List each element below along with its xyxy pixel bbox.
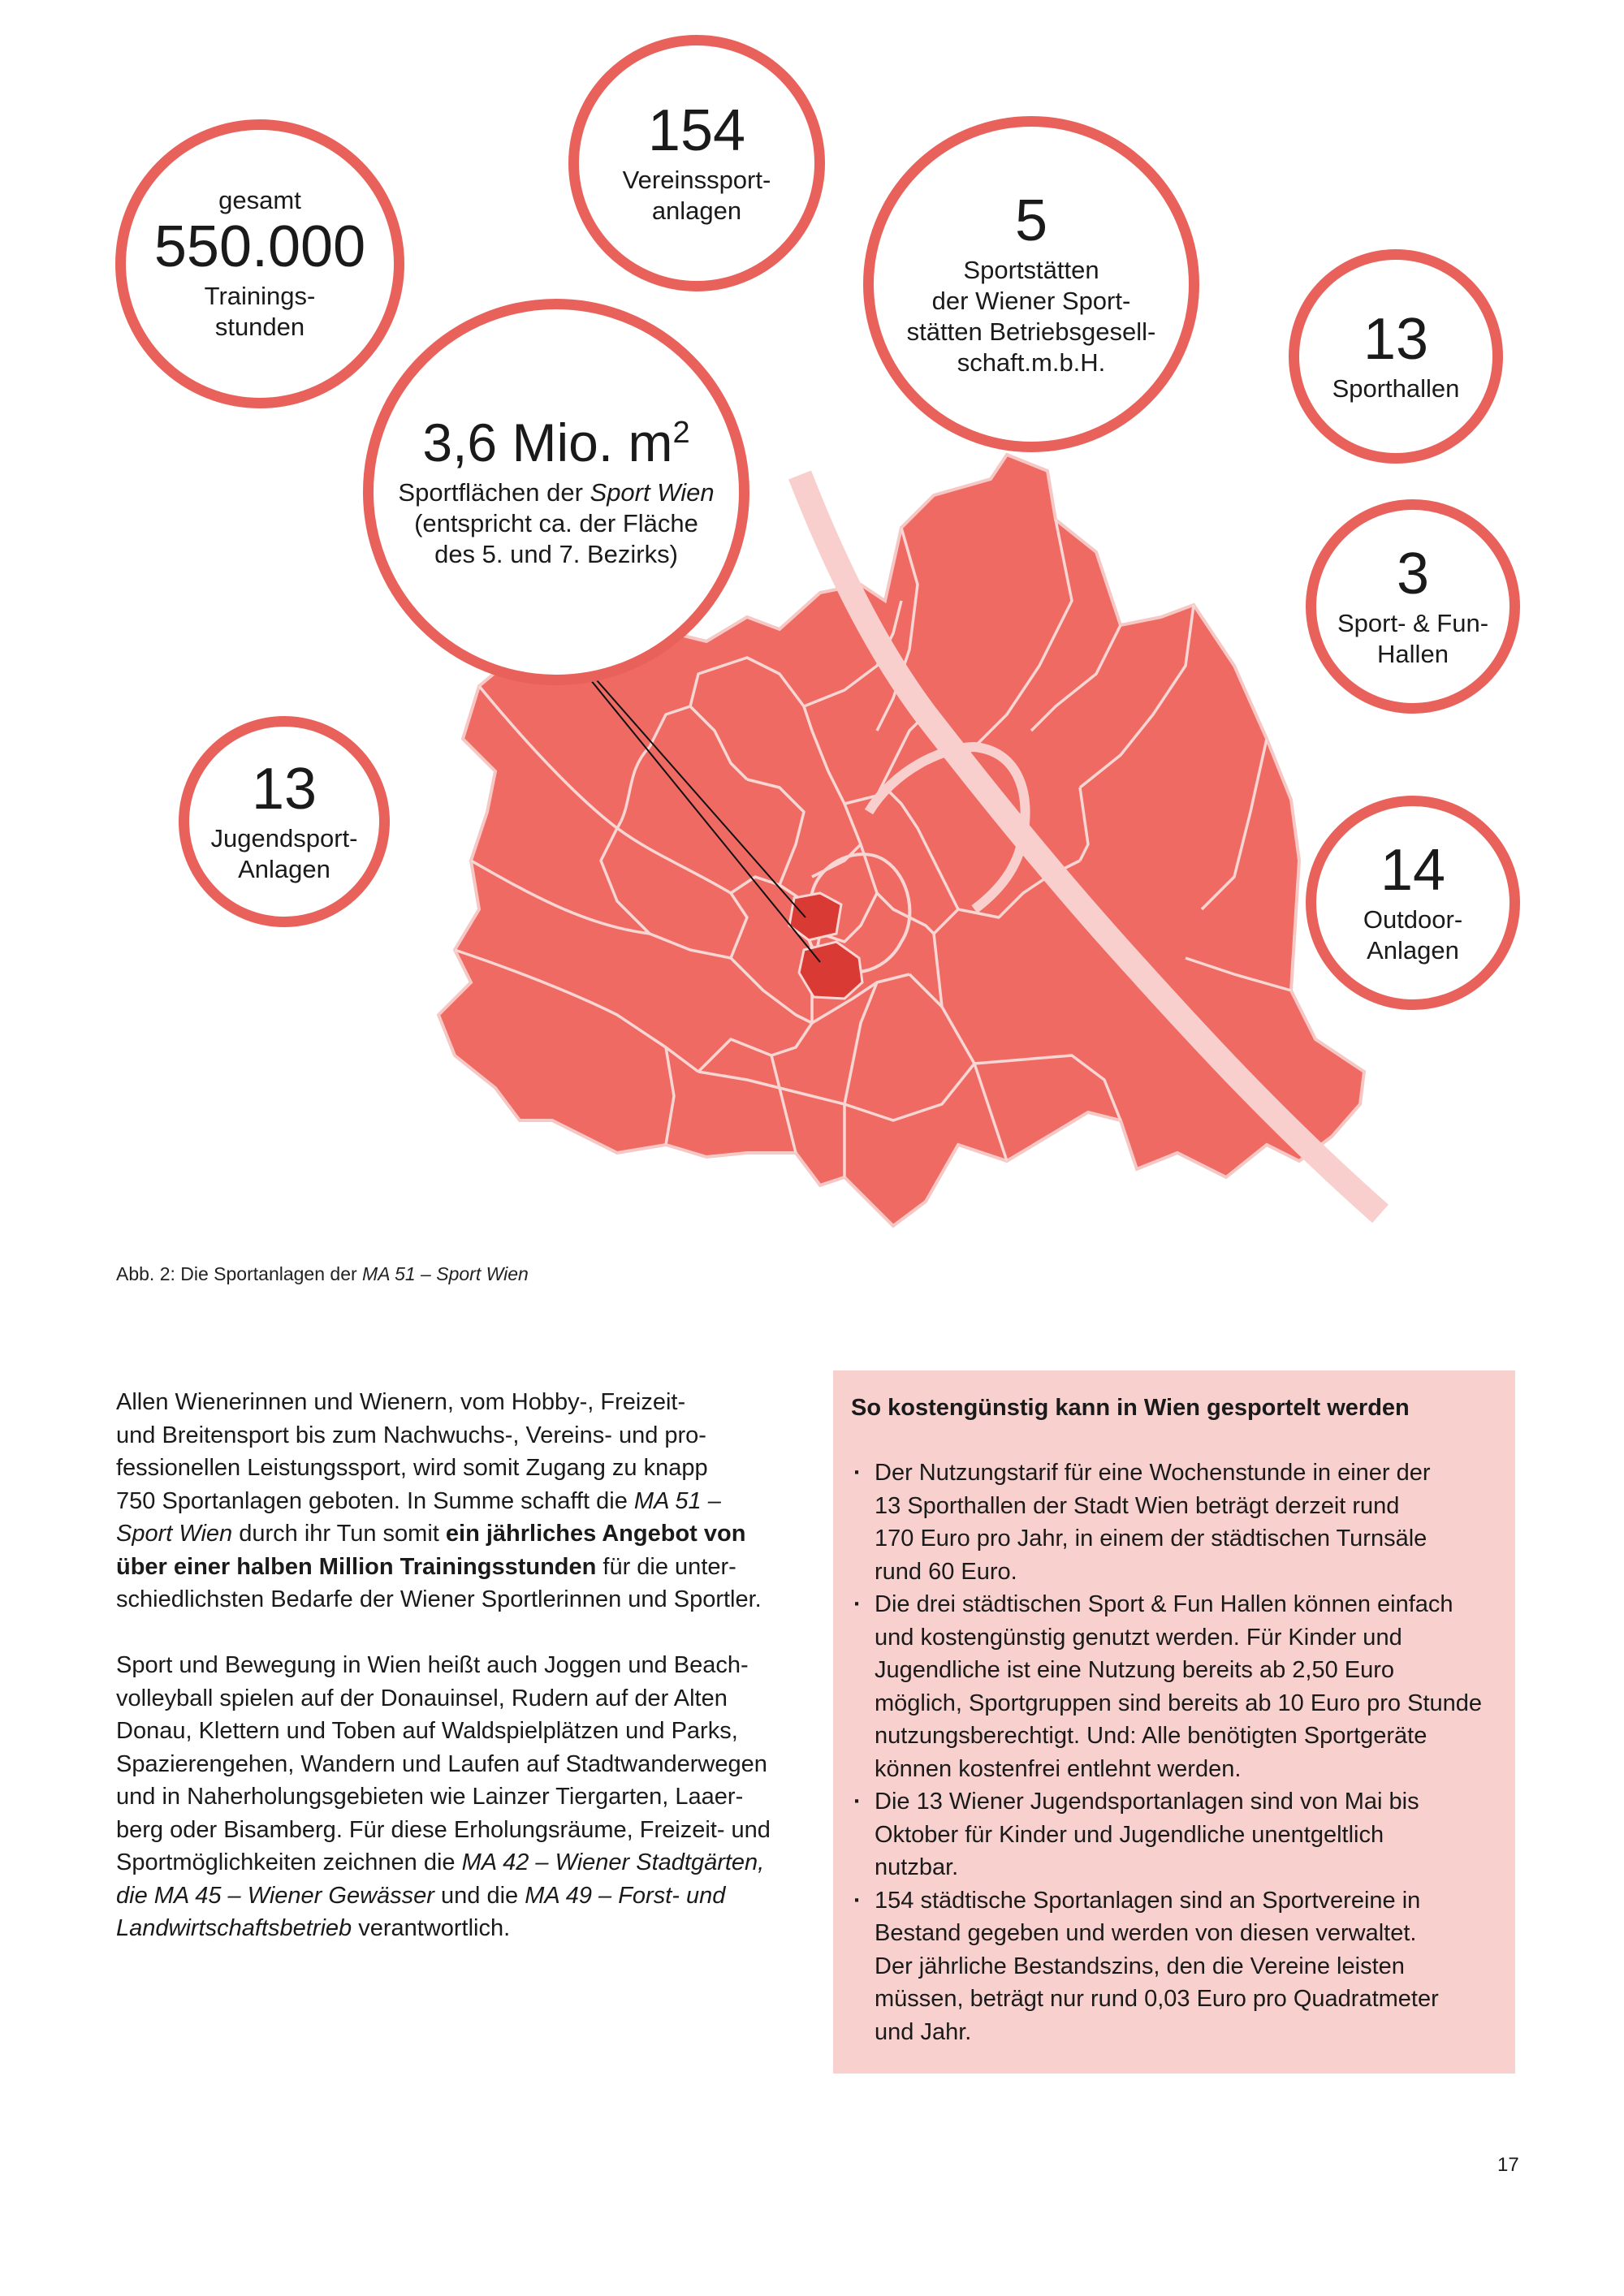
stat-outdoor-value: 14 [1380, 838, 1446, 904]
stat-outdoor [1306, 796, 1520, 1010]
stat-jugendsport [179, 716, 390, 927]
stat-training-label: Trainings- stunden [204, 282, 316, 341]
stat-sportflaechen-label: Sportflächen der Sport Wien (entspricht ca. der Fläche des 5. und 7. Bezirks) [398, 478, 715, 568]
body-text [116, 1386, 806, 1945]
page-number: 17 [1497, 2154, 1519, 2176]
list-item: · 154 städtische Sportanlagen sind an Sportvereine in Bestand gegeben und werden von diesen verwaltet. Der jährliche Bestandszins, den die Vereine leisten müssen, beträgt nur rund 0,03 Euro pro Quadratmeter und Jahr. [851, 1884, 1491, 2049]
stat-vereinssport [568, 35, 825, 291]
stat-funhallen-value: 3 [1396, 542, 1430, 607]
figure-caption: Abb. 2: Die Sportanlagen der MA 51 – Sport Wien [116, 1263, 529, 1284]
stat-training-value: 550.000 [153, 214, 366, 280]
stat-funhallen-label: Sport- & Fun- Hallen [1337, 609, 1489, 668]
list-item: · Die drei städtischen Sport & Fun Hallen können einfach und kostengünstig genutzt werden. Für Kinder und Jugendliche ist eine Nutzung bereits ab 2,50 Euro möglich, Sportgruppen sind bereits ab 10 Euro pro Stunde nutzungsberechtigt. Und: Alle benötigten Sportgeräte können kostenfrei entlehnt werden. [851, 1588, 1491, 1785]
list-item: · Die 13 Wiener Jugendsportanlagen sind von Mai bis Oktober für Kinder und Jugendliche unentgeltlich nutzbar. [851, 1785, 1491, 1884]
stat-funhallen [1306, 499, 1520, 714]
body-paragraph-1: Allen Wienerinnen und Wienern, vom Hobby-, Freizeit- und Breitensport bis zum Nachwuchs-, Vereins- und pro- fessionellen Leistungssport, wird somit Zugang zu knapp 750 Sportanlagen geboten. In Summe schafft die MA 51 – Sport Wien durch ihr Tun somit ein jährliches Angebot von über einer halben Million Trainingsstunden für die unter- schiedlichsten Bedarfe der Wiener Sportlerinnen und Sportler. [116, 1389, 762, 1612]
stat-jugendsport-label: Jugendsport- Anlagen [210, 824, 358, 883]
stat-vereinssport-value: 154 [647, 98, 746, 164]
stat-training-prefix: gesamt [218, 186, 301, 215]
list-item: · Der Nutzungstarif für eine Wochenstunde in einer der 13 Sporthallen der Stadt Wien beträgt derzeit rund 170 Euro pro Jahr, in einem der städtischen Turnsäle rund 60 Euro. [851, 1457, 1491, 1588]
body-paragraph-2: Sport und Bewegung in Wien heißt auch Joggen und Beach- volleyball spielen auf der Donauinsel, Rudern auf der Alten Donau, Klettern und Toben auf Waldspielplätzen und Parks, Spazierengehen, Wandern und Laufen auf Stadtwanderwegen und in Naherholungsgebieten wie Lainzer Tiergarten, Laaer- berg oder Bisamberg. Für diese Erholungsräume, Freizeit- und Sportmöglichkeiten zeichnen die MA 42 – Wiener Stadtgärten, die MA 45 – Wiener Gewässer und die MA 49 – Forst- und Landwirtschaftsbetrieb verantwortlich. [116, 1652, 771, 1941]
info-box-list [851, 1457, 1491, 2048]
info-box-title: So kostengünstig kann in Wien gesportelt werden [851, 1395, 1410, 1421]
stat-sporthallen-value: 13 [1363, 307, 1429, 373]
stat-vereinssport-label: Vereinssport- anlagen [622, 166, 771, 225]
info-box [833, 1370, 1515, 2074]
stat-sportflaechen [363, 299, 749, 685]
stat-outdoor-label: Outdoor- Anlagen [1363, 905, 1463, 965]
stat-sportflaechen-value: 3,6 Mio. $m^2$ [422, 412, 690, 473]
stat-sporthallen [1289, 249, 1503, 464]
stat-sportstaetten-label: Sportstätten der Wiener Sport- stätten Betriebsgesell- schaft.m.b.H. [906, 256, 1156, 377]
stat-training-hours [115, 119, 404, 408]
stat-sportstaetten-value: 5 [1014, 188, 1048, 254]
stat-sporthallen-label: Sporthallen [1332, 374, 1460, 404]
stat-jugendsport-value: 13 [251, 757, 317, 822]
stat-sportstaetten [863, 116, 1199, 452]
